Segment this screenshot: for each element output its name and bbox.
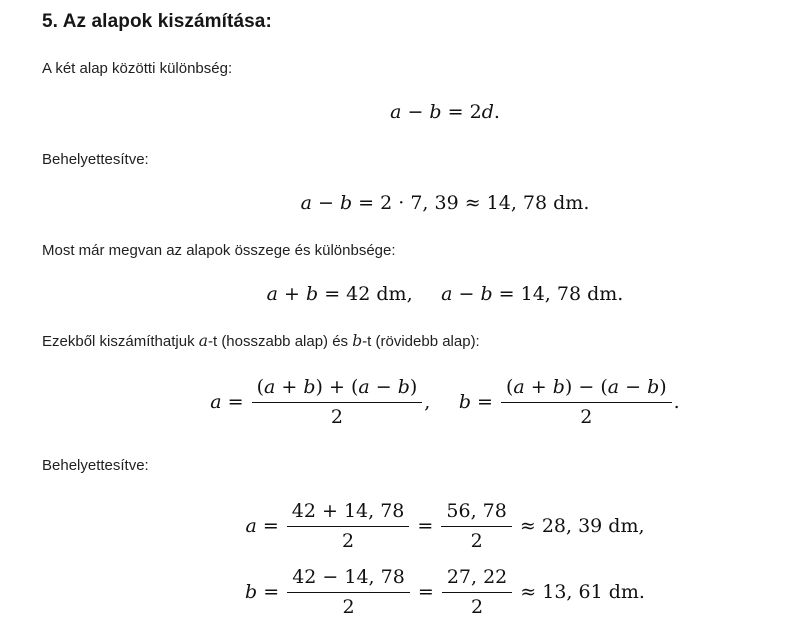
- fraction-numerator: [287, 565, 410, 593]
- math-token: = 2 · 7, 39 ≈ 14, 78 dm.: [352, 192, 590, 214]
- paragraph-sum-difference: Most már megvan az alapok összege és különbsége:: [42, 242, 396, 259]
- math-token: (: [256, 376, 265, 398]
- math-token: =: [411, 515, 440, 537]
- math-token: 2: [342, 530, 355, 552]
- formula-b-value: [42, 566, 754, 620]
- math-token: 56, 78: [446, 500, 507, 522]
- fraction-denominator: [342, 593, 354, 619]
- fraction: [252, 375, 423, 429]
- math-token: Ezekből kiszámíthatjuk: [42, 333, 199, 350]
- math-variable: b: [552, 376, 565, 398]
- formula-solve-a-b: [42, 376, 754, 430]
- paragraph-difference-intro: A két alap közötti különbség:: [42, 60, 233, 77]
- formula-difference-value: [42, 191, 754, 215]
- math-variable: a: [198, 332, 208, 350]
- math-token: 42 − 14, 78: [292, 566, 405, 588]
- math-token: −: [452, 283, 481, 305]
- fraction: [287, 565, 410, 619]
- math-token: +: [278, 283, 306, 305]
- math-token: ,: [424, 391, 431, 413]
- math-variable: b: [458, 391, 471, 413]
- fraction-denominator: [342, 527, 354, 553]
- math-variable: b: [397, 376, 410, 398]
- math-token: 2: [580, 406, 593, 428]
- math-token: =: [256, 515, 285, 537]
- math-token: ≈ 13, 61 dm.: [514, 581, 645, 603]
- math-token: −: [619, 376, 648, 398]
- math-token: .: [493, 101, 500, 123]
- math-variable: a: [513, 376, 525, 398]
- math-token: 2: [330, 406, 343, 428]
- paragraph-substitute-2: Behelyettesítve:: [42, 457, 149, 474]
- math-token: −: [369, 376, 398, 398]
- formula-sum-and-difference: [42, 282, 754, 306]
- math-token: =: [257, 581, 286, 603]
- formula-difference-definition: [42, 100, 754, 124]
- math-variable: b: [429, 101, 442, 123]
- math-token: 2: [470, 596, 484, 618]
- math-variable: d: [481, 101, 494, 123]
- math-variable: a: [441, 283, 453, 305]
- math-variable: a: [245, 515, 257, 537]
- fraction-numerator: [442, 565, 512, 593]
- math-token: +: [524, 376, 553, 398]
- fraction: [287, 499, 410, 553]
- fraction-denominator: [471, 593, 483, 619]
- math-token: =: [221, 391, 250, 413]
- math-variable: a: [266, 283, 278, 305]
- math-token: 27, 22: [446, 566, 508, 588]
- math-token: (: [506, 376, 514, 398]
- math-token: ): [659, 376, 667, 398]
- math-variable: a: [390, 101, 402, 123]
- fraction-numerator: [252, 375, 423, 403]
- math-variable: b: [306, 283, 319, 305]
- section-heading: 5. Az alapok kiszámítása:: [42, 11, 272, 32]
- math-variable: b: [352, 332, 363, 350]
- math-variable: a: [607, 376, 620, 398]
- fraction: [501, 375, 672, 429]
- fraction-numerator: [287, 499, 410, 527]
- math-variable: b: [339, 192, 353, 214]
- math-token: 42 + 14, 78: [291, 500, 405, 522]
- math-token: =: [411, 581, 440, 603]
- math-variable: b: [480, 283, 493, 305]
- math-variable: a: [264, 376, 276, 398]
- math-token: -t (rövidebb alap):: [362, 333, 480, 350]
- paragraph-substitute-1: Behelyettesítve:: [42, 151, 149, 168]
- fraction: [442, 565, 512, 619]
- math-token: ): [409, 376, 418, 398]
- formula-a-value: [42, 500, 754, 554]
- math-variable: a: [210, 391, 222, 413]
- math-variable: b: [647, 376, 660, 398]
- fraction-denominator: [331, 403, 343, 429]
- math-token: ≈ 28, 39 dm,: [513, 515, 645, 537]
- fraction-numerator: [501, 375, 672, 403]
- math-token: ) − (: [564, 376, 608, 398]
- math-token: =: [471, 391, 499, 413]
- math-variable: b: [303, 376, 316, 398]
- math-token: .: [673, 391, 680, 413]
- math-variable: a: [300, 192, 312, 214]
- math-token: −: [311, 192, 340, 214]
- math-token: 2: [342, 596, 355, 618]
- math-token: 2: [470, 530, 483, 552]
- math-token: = 42 dm,: [318, 283, 413, 305]
- math-token: = 14, 78 dm.: [492, 283, 624, 305]
- math-token: ) + (: [315, 376, 359, 398]
- fraction-denominator: [471, 527, 483, 553]
- fraction-denominator: [580, 403, 592, 429]
- fraction: [441, 499, 511, 553]
- math-token: +: [275, 376, 304, 398]
- math-variable: b: [245, 581, 258, 603]
- math-token: -t (hosszabb alap) és: [207, 333, 353, 350]
- math-variable: a: [358, 376, 370, 398]
- fraction-numerator: [441, 499, 511, 527]
- math-token: = 2: [441, 101, 482, 123]
- math-token: −: [401, 101, 430, 123]
- paragraph-solve-intro: [42, 332, 754, 351]
